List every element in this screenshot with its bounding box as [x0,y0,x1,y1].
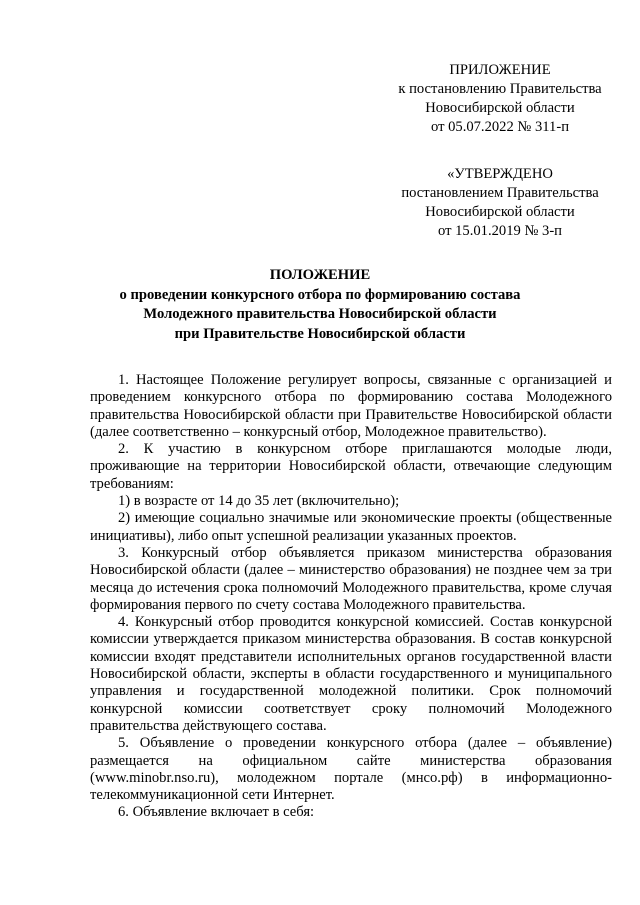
title-line-2: Молодежного правительства Новосибирской области [143,306,497,322]
document-body [90,372,612,822]
paragraph-1: 1. Настоящее Положение регулирует вопросы, связанные с организацией и проведением конкурсного отбора по формированию состава Молодежного правительства Новосибирской области при Правительстве Новосибирской области (далее соответственно – конкурсный отбор, Молодежное правительство). [90,372,612,440]
appendix-line-3: от 05.07.2022 № 311-п [430,119,570,135]
approved-label: «УТВЕРЖДЕНО [447,166,553,182]
paragraph-3: 3. Конкурсный отбор объявляется приказом министерства образования Новосибирской области (далее – министерство образования) не позднее чем за три месяца до истечения срока полномочий Молодежного правительства, кроме случая формирования первого по счету состава Молодежного правительства. [90,544,612,613]
approved-line-1: постановлением Правительства [401,185,599,201]
paragraph-2-item-1: 1) в возрасте от 14 до 35 лет (включительно); [118,493,400,510]
appendix-line-1: к постановлению Правительства [398,81,602,97]
paragraph-5: 5. Объявление о проведении конкурсного отбора (далее – объявление) размещается на официальном сайте министерства образования (www.minobr.nso.ru), молодежном портале (мнсо.рф) в информационно-телекоммуникационной сети Интернет. [90,735,612,804]
title-line-1: о проведении конкурсного отбора по формированию состава [119,286,521,303]
paragraph-4: 4. Конкурсный отбор проводится конкурсной комиссией. Состав конкурсной комиссии утверждается приказом министерства образования. В состав конкурсной комиссии входят представители исполнительных органов государственной власти Новосибирской области, эксперты в области государственного и муниципального управления и государственной молодежной политики. Срок полномочий конкурсной комиссии соответствует сроку полномочий Молодежного правительства действующего состава. [90,614,612,734]
appendix-line-2: Новосибирской области [425,100,575,116]
approved-line-2: Новосибирской области [425,204,575,220]
paragraph-2-item-2: 2) имеющие социально значимые или экономические проекты (общественные инициативы), либо опыт успешной реализации указанных проектов. [90,510,612,544]
approved-line-3: от 15.01.2019 № 3-п [438,223,562,239]
appendix-label: ПРИЛОЖЕНИЕ [449,62,551,78]
title-line-3: при Правительстве Новосибирской области [174,325,466,342]
appendix-block [385,61,615,137]
approved-block [385,165,615,241]
paragraph-6: 6. Объявление включает в себя: [118,804,315,821]
title-heading: ПОЛОЖЕНИЕ [269,267,371,283]
paragraph-2: 2. К участию в конкурсном отборе приглашаются молодые люди, проживающие на территории Новосибирской области, отвечающие следующим требованиям: [90,441,612,492]
document-title [40,266,600,344]
